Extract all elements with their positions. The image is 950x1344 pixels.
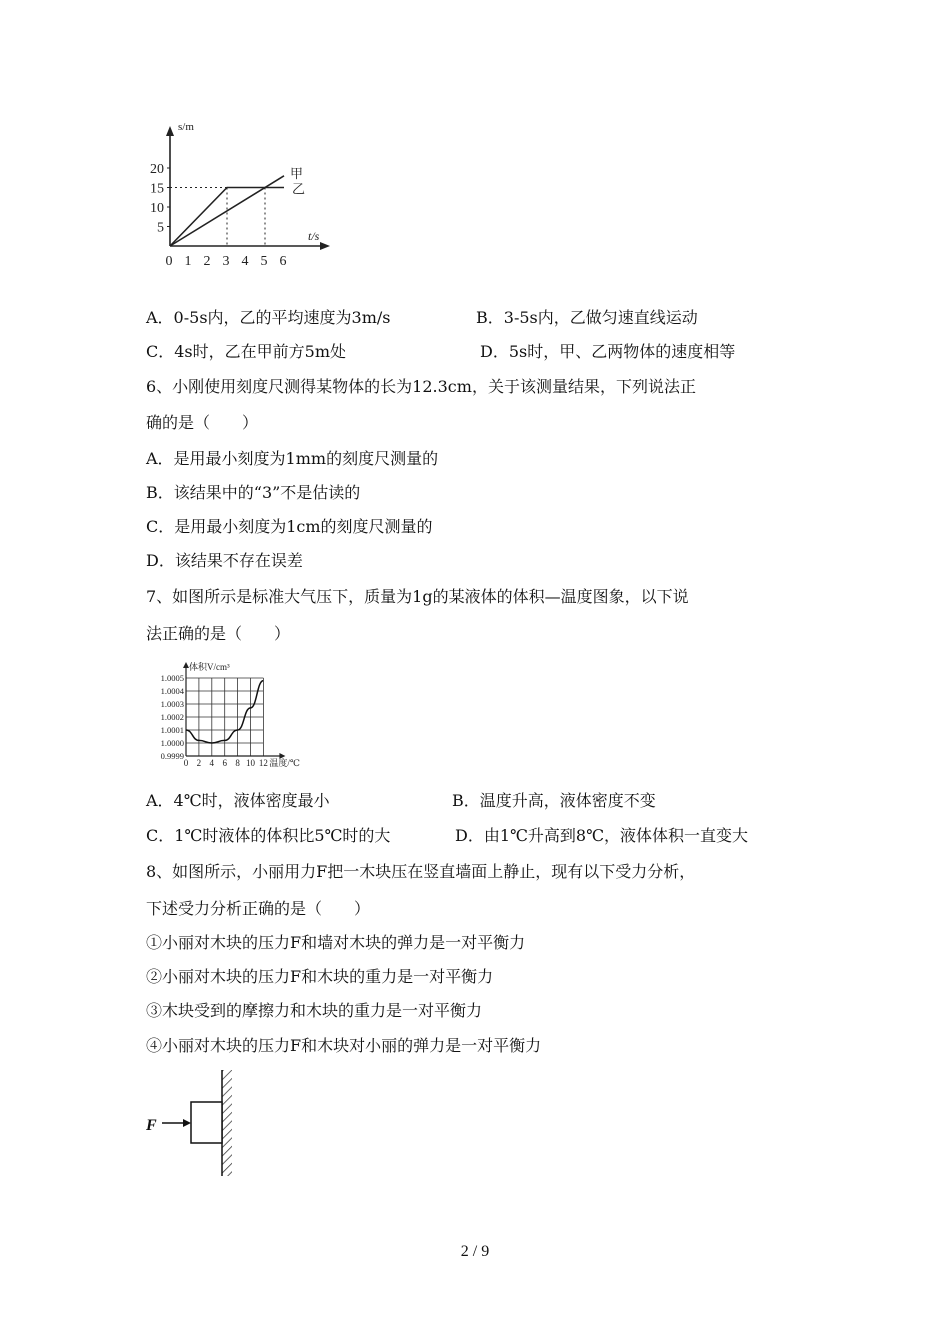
q6-stem-line1: 6、小刚使用刻度尺测得某物体的长为12.3cm，关于该测量结果，下列说法正 [146, 377, 696, 396]
y-tick-label: 1.0004 [160, 686, 184, 696]
y-tick-label: 5 [157, 220, 164, 236]
q5-option-d[interactable]: D．5s时，甲、乙两物体的速度相等 [480, 342, 736, 361]
q7-volume-temperature-graph [148, 660, 318, 772]
q8-stem-line2: 下述受力分析正确的是（ ） [146, 899, 371, 918]
y-axis-arrow [166, 126, 174, 136]
q7-option-c[interactable]: C．1℃时液体的体积比5℃时的大 [146, 826, 391, 845]
q8-stem-line1: 8、如图所示，小丽用力F把一木块压在竖直墙面上静止，现有以下受力分析， [146, 862, 696, 881]
y-tick-label: 1.0005 [160, 673, 184, 683]
y-tick-label: 1.0002 [160, 712, 184, 722]
q5-option-b[interactable]: B．3-5s内，乙做匀速直线运动 [476, 308, 698, 327]
q7-option-b[interactable]: B．温度升高，液体密度不变 [452, 791, 656, 810]
force-arrow-head [183, 1119, 191, 1127]
wall-hatching [222, 1070, 232, 1176]
q7-option-a[interactable]: A．4℃时，液体密度最小 [146, 791, 330, 810]
q5-option-c[interactable]: C．4s时，乙在甲前方5m处 [146, 342, 346, 361]
y-tick-label: 1.0001 [160, 725, 184, 735]
y-tick-label: 10 [150, 201, 164, 216]
x-tick-label: 5 [260, 254, 268, 269]
q8-wall-block-figure [140, 1068, 250, 1180]
force-label: F [146, 1117, 157, 1134]
x-tick-label: 8 [235, 758, 240, 768]
y-axis-label: 体积V/cm³ [189, 662, 230, 672]
q6-option-a[interactable]: A．是用最小刻度为1mm的刻度尺测量的 [146, 449, 439, 468]
x-tick-label: 4 [241, 254, 249, 269]
x-tick-label: 0 [165, 254, 173, 269]
series-jia-label: 甲 [290, 165, 304, 181]
series-yi-label: 乙 [292, 181, 306, 197]
x-tick-label: 6 [279, 254, 287, 269]
y-tick-label: 15 [150, 181, 164, 197]
q6-option-d[interactable]: D．该结果不存在误差 [146, 551, 303, 570]
q8-item-3[interactable]: ③木块受到的摩擦力和木块的重力是一对平衡力 [146, 1001, 483, 1020]
x-tick-label: 2 [196, 758, 202, 768]
x-tick-label: 4 [209, 758, 215, 768]
series-yi-line [170, 188, 284, 247]
x-tick-label: 6 [222, 758, 227, 768]
q7-option-d[interactable]: D．由1℃升高到8℃，液体体积一直变大 [455, 826, 748, 845]
y-tick-label: 1.0000 [160, 738, 184, 748]
y-tick-label: 20 [150, 162, 164, 177]
y-tick-label: 0.9999 [160, 751, 184, 761]
x-tick-label: 10 [246, 758, 255, 768]
x-axis-arrow [320, 242, 330, 250]
q8-item-1[interactable]: ①小丽对木块的压力F和墙对木块的弹力是一对平衡力 [146, 933, 526, 952]
x-axis-label: 温度/℃ [269, 758, 300, 768]
q6-option-c[interactable]: C．是用最小刻度为1cm的刻度尺测量的 [146, 517, 433, 536]
y-tick-label: 1.0003 [160, 699, 184, 709]
x-tick-label: 12 [258, 758, 268, 768]
q7-stem-line1: 7、如图所示是标准大气压下，质量为1g的某液体的体积—温度图象，以下说 [146, 587, 689, 606]
x-tick-label: 2 [203, 254, 211, 269]
x-tick-label: 0 [183, 758, 189, 768]
q6-option-b[interactable]: B．该结果中的“3”不是估读的 [146, 483, 361, 502]
q7-stem-line2: 法正确的是（ ） [146, 624, 291, 643]
page-number: 2 / 9 [460, 1243, 490, 1260]
q5-option-a[interactable]: A．0-5s内，乙的平均速度为3m/s [146, 308, 391, 327]
y-axis-label: s/m [178, 121, 194, 133]
q8-item-4[interactable]: ④小丽对木块的压力F和木块对小丽的弹力是一对平衡力 [146, 1036, 542, 1055]
x-tick-label: 3 [222, 254, 230, 269]
wood-block [191, 1102, 222, 1143]
q8-item-2[interactable]: ②小丽对木块的压力F和木块的重力是一对平衡力 [146, 967, 494, 986]
series-jia-line [170, 176, 284, 246]
x-axis-label: t/s [308, 229, 320, 243]
q6-stem-line2: 确的是（ ） [146, 413, 259, 432]
q5-st-graph [140, 118, 340, 273]
x-tick-label: 1 [184, 254, 192, 269]
